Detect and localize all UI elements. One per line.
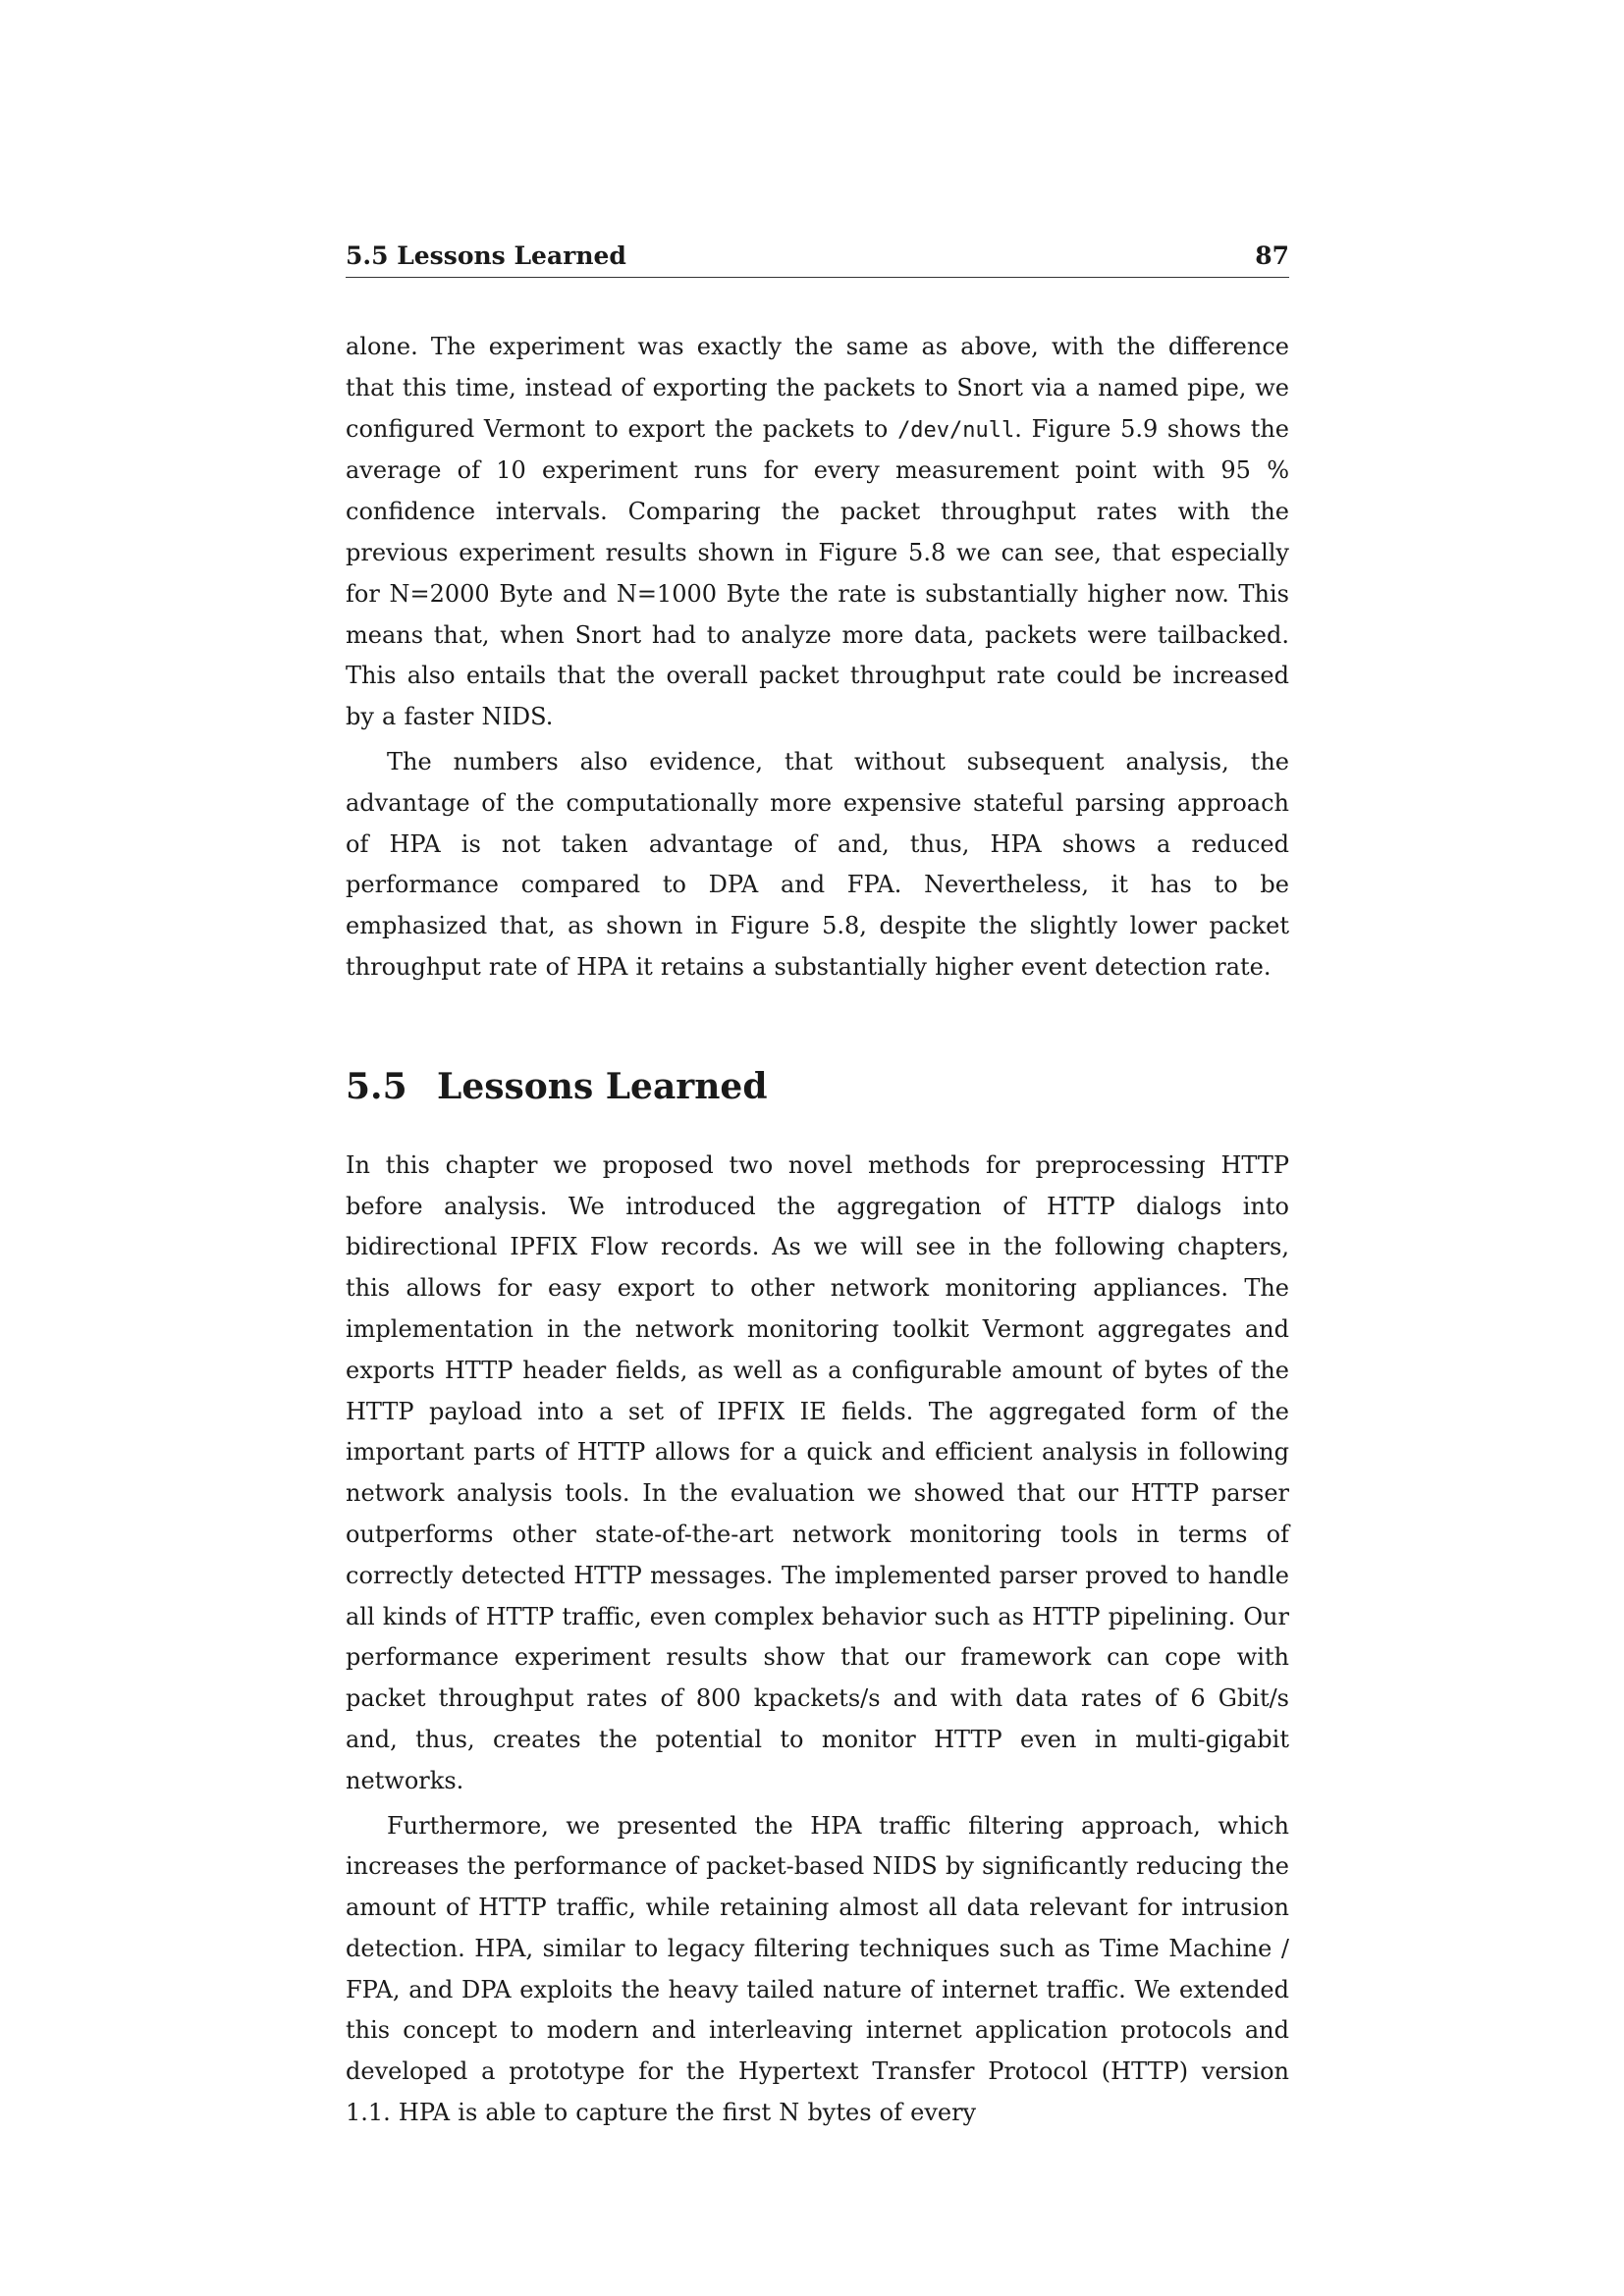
book-page (346, 241, 1289, 2138)
body-text (346, 327, 1289, 2134)
inline-code-path: /dev/null (897, 417, 1015, 443)
paragraph-text: . Figure 5.9 shows the average of 10 experiment runs for every measurement point with 95 % confidence intervals. Comparing the packet throughput rates with the previous experiment results shown in Figure 5.8 we can see, that especially for N=2000 Byte and N=1000 Byte the rate is substantially higher now. This means that, when Snort had to analyze more data, packets were tailbacked. This also entails that the overall packet throughput rate could be increased by a faster NIDS. (346, 414, 1289, 731)
running-header (346, 241, 1289, 278)
section-heading (346, 1063, 1289, 1110)
section-number: 5.5 (346, 1065, 407, 1107)
section-title: Lessons Learned (437, 1065, 768, 1107)
page-number: 87 (1255, 241, 1289, 270)
paragraph-hpa: Furthermore, we presented the HPA traffic filtering approach, which increases the performance of packet-based NIDS by significantly reducing the amount of HTTP traffic, while retaining almost all data relevant for intrusion detection. HPA, similar to legacy filtering techniques such as Time Machine / FPA, and DPA exploits the heavy tailed nature of internet traffic. We extended this concept to modern and interleaving internet application protocols and developed a prototype for the Hypertext Transfer Protocol (HTTP) version 1.1. HPA is able to capture the first N bytes of every (346, 1811, 1289, 2127)
paragraph-text: alone. The experiment was exactly the same as above, with the difference that this time, instead of exporting the packets to Snort via a named pipe, we configured Vermont to export the packets to (346, 333, 1289, 443)
paragraph-evidence: The numbers also evidence, that without subsequent analysis, the advantage of the computationally more expensive stateful parsing approach of HPA is not taken advantage of and, thus, HPA shows a reduced performance compared to DPA and FPA. Nevertheless, it has to be emphasized that, as shown in Figure 5.8, despite the slightly lower packet throughput rate of HPA it retains a substantially higher event detection rate. (346, 747, 1289, 981)
paragraph-summary: In this chapter we proposed two novel methods for preprocessing HTTP before analysis. We introduced the aggregation of HTTP dialogs into bidirectional IPFIX Flow records. As we will see in the following chapters, this allows for easy export to other network monitoring appliances. The implementation in the network monitoring toolkit Vermont aggregates and exports HTTP header fields, as well as a configurable amount of bytes of the HTTP payload into a set of IPFIX IE fields. The aggregated form of the important parts of HTTP allows for a quick and efficient analysis in following network analysis tools. In the evaluation we showed that our HTTP parser outperforms other state-of-the-art network monitoring tools in terms of correctly detected HTTP messages. The implemented parser proved to handle all kinds of HTTP traffic, even complex behavior such as HTTP pipelining. Our performance experiment results show that our framework can cope with packet throughput rates of 800 kpackets/s and with data rates of 6 Gbit/s and, thus, creates the potential to monitor HTTP even in multi-gigabit networks. (346, 1150, 1289, 1794)
header-section-title: 5.5 Lessons Learned (346, 241, 626, 270)
paragraph-continuation (346, 327, 1289, 738)
